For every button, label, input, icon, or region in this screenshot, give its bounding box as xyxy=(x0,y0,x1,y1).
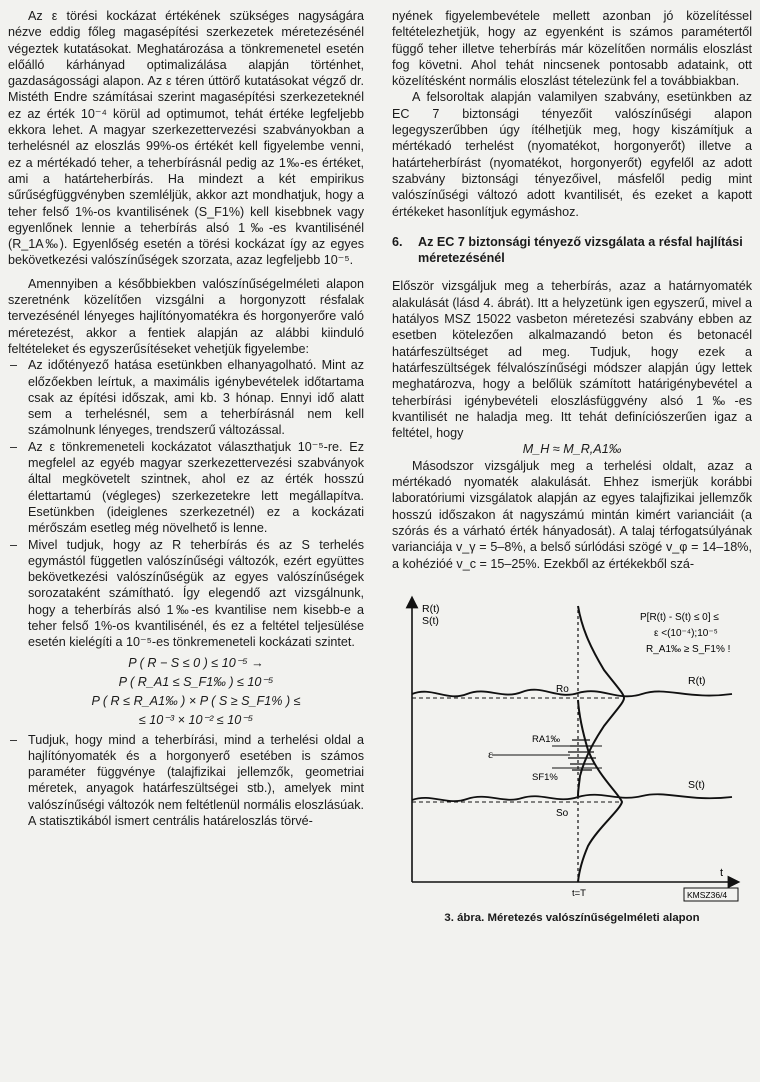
formula-line: P ( R ≤ R_A1‰ ) × P ( S ≥ S_F1% ) ≤ xyxy=(91,693,301,708)
r0-label: Ro xyxy=(556,683,569,695)
formula-block xyxy=(28,654,364,730)
r-t-curve xyxy=(412,689,732,696)
formula-line: ≤ 10⁻³ × 10⁻² ≤ 10⁻⁵ xyxy=(138,712,254,727)
y-axis-label: S(t) xyxy=(422,614,439,627)
figure-caption: 3. ábra. Méretezés valószínűségelméleti alapon xyxy=(444,911,700,924)
figure-3 xyxy=(392,590,752,908)
list-item: – Az időtényező hatása esetünkben elhanyagolható. Mint az előzőekben leírtuk, a maximális igénybevételek időtartama csak az építési időszak, ami kb. 3 hónap. Ennyi idő alatt sem a terhelésnél, sem a teherbírásnál nem kell számolnunk lényeges, trendszerű változással. xyxy=(8,357,364,438)
sf1-label: SF1% xyxy=(532,771,558,783)
section-number: 6. xyxy=(392,234,403,249)
figure-code: KMSZ36/4 xyxy=(687,889,728,900)
ra1-label: RA1‰ xyxy=(532,733,560,745)
r-t-label: R(t) xyxy=(688,674,706,687)
x-axis-label: t xyxy=(720,866,724,879)
probability-diagram xyxy=(392,590,752,908)
condition-line: R_A1‰ ≥ S_F1% ! xyxy=(646,643,731,655)
paragraph: Először vizsgáljuk meg a teherbírás, azaz a határnyomaték alakulását (lásd 4. ábrát). Itt a helyzetünk igen egyszerű, mivel a hatályos MSZ 15022 vasbeton méretezési szabvány ebben az esetben kötelezően alkalmazandó beton és betonacél határfeszültséget ad meg. Tudjuk, hogy ezek a határfeszültségek félvalószínűségi módszer alapján úgy lettek meghatározva, hogy a belőlük számított határigénybevétel a teherbírási igénybevételi eloszlásfüggvény alsó 1‰-es kvantilisét ne haladja meg. Itt tehát definíciószerűen igaz a feltétel, hogy xyxy=(392,279,752,441)
section-heading xyxy=(392,234,752,267)
paragraph: nyének figyelembevétele mellett azonban jó közelítéssel feltételezhetjük, hogy az egyenként is számos paramétertől függő teher illetve teherbírás már közelítően normális eloszlást fog követni. Ahol tehát nincsenek pontosabb adataink, ott közelítésként normális eloszlást tételezünk fel a továbbiakban. xyxy=(392,9,752,89)
paragraph: Másodszor vizsgáljuk meg a terhelési oldalt, azaz a mértékadó nyomaték alakulását. Ehhez ismerjük korábbi laboratóriumi vizsgálatok alapján az egyes talajfizikai jellemzők hosszú időszakon át nagyszámú mintán kimért varianciáit (a szórás és a várható érték hányadosát). A talaj térfogatsúlyának varianciája v_γ = 5–8%, a belső súrlódási szögé v_φ = 14–18%, a kohézióé v_c = 15–25%. Ezekből az értékekből szá- xyxy=(392,458,752,571)
list-item: – Tudjuk, hogy mind a teherbírási, mind a terhelési oldal a hajlítónyomaték és a horgonyerő esetében is számos paraméter függvénye (talajfizikai jellemzők, geometriai méretek, anyagok határfeszültségei stb.), amelyek mint valószínűségi változók nem feltétlenül normális eloszlásúak. A statisztikából ismert centrális határeloszlás törvé- xyxy=(8,732,364,830)
condition-line: ε <(10⁻⁴);10⁻⁵ xyxy=(654,627,718,639)
formula-line: M_H ≈ M_R,A1‰ xyxy=(522,442,622,457)
s-t-label: S(t) xyxy=(688,778,705,791)
list-item: – Az ε tönkremeneteli kockázatot választhatjuk 10⁻⁵-re. Ez megfelel az egyéb magyar szerkezettervezési szabványok által megkövetelt szintnek, ahol ez az érték hosszú élettartamú (végleges) szerkezetekre lett megállapítva. Esetünkben (ideiglenes szerkezetnél) ez a kockázati mérőszám esetleg még növelhető is lenne. xyxy=(8,439,364,537)
paragraph: Az ε törési kockázat értékének szükséges nagyságára nézve eddig főleg magasépítési szerkezetek méretezésénél végeztek kutatásokat. Meghatározása a tönkremenetel esetén előálló kárhányad optimalizálása alapján történhet, gazdaságossági alapon. Az ε téren úttörő kutatásokat végző dr. Mistéth Endre számításai szerint magasépítési szerkezeteknél ez az érték 10⁻⁴ körül ad optimumot, tehát értéke legfeljebb ekkora lehet. A magyar szerkezettervezési szabványokban a terhelésnél az eloszlás 99%-os értékét kell figyelembe venni, ez a mértékadó teher, a teherbírásnál pedig az 1‰-es értéket, ami a határteherbírás. Ha mindezt a két empirikus sűrűségfüggvényben szemléljük, akkor azt mondhatjuk, hogy a teher felső 1%-os kvantilisének (S_F1%) kell kisebbnek vagy egyenlőnek lennie a teherbírás alsó 1‰-es kvantilisénél (R_1A‰). Egyenlőség esetén a törési kockázat így az egyes bekövetkezési valószínűségek szorzata, azaz legfeljebb 10⁻⁵. xyxy=(8,9,364,268)
s-t-curve xyxy=(412,794,732,801)
list-item-text: Mivel tudjuk, hogy az R teherbírás és az S terhelés egymástól független valószínűségi változók, ezért együttes bekövetkezési valószínűségük az egyes valószínűségek sorozataként számítható. Így elegendő azt vizsgálnunk, hogy a teherbírás alsó 1‰-es kvantilise nem kisebb-e a teher felső 1%-os kvantilisénél, és ez a feltétel teljesülése esetén kielégíti a 10⁻⁵-es tönkremeneteli kockázati szintet. xyxy=(28,537,364,650)
y-axis-label: R(t) xyxy=(422,602,440,615)
s-density-curve xyxy=(578,700,622,882)
section-title: Az EC 7 biztonsági tényező vizsgálata a résfal hajlítási méretezésénél xyxy=(418,234,743,266)
epsilon-label: ε xyxy=(488,746,494,761)
list-item xyxy=(8,537,364,730)
paragraph: A felsoroltak alapján valamilyen szabvány, esetünkben az EC 7 biztonsági tényezőit valószínűségi alapon legegyszerűbben úgy ítélhetjük meg, hogy kiszámítjuk a mértékadó terhelést (nyomatékot, horgonyerőt) illetve a határteherbírást (nyomatékot, horgonyerőt) egyfelől az adott szabvány biztonsági tényezőivel, másfelől pedig mint valószínűségi változó adott kvantilisét, és ezeket a kapott értékeket hasonlítjuk egymáshoz. xyxy=(392,90,752,219)
paragraph: Amennyiben a későbbiekben valószínűségelméleti alapon szeretnénk közelítően vizsgálni a horgonyzott résfalak tervezésénél lényeges hajlítónyomatékra és horgonyerőre való méretezést, akkor a fentiek alapján az alábbi kiinduló feltételeket és egyszerűsítéseket vehetjük figyelembe: xyxy=(8,276,364,356)
time-marker-label: t=T xyxy=(572,887,586,899)
s0-label: So xyxy=(556,807,569,819)
condition-list xyxy=(8,357,364,829)
formula-line: P ( R_A1 ≤ S_F1‰ ) ≤ 10⁻⁵ xyxy=(118,674,274,689)
right-column xyxy=(392,8,752,926)
left-column xyxy=(8,8,364,829)
condition-line: P[R(t) - S(t) ≤ 0] ≤ xyxy=(640,611,719,623)
formula-line: P ( R − S ≤ 0 ) ≤ 10⁻⁵ → xyxy=(128,655,264,670)
